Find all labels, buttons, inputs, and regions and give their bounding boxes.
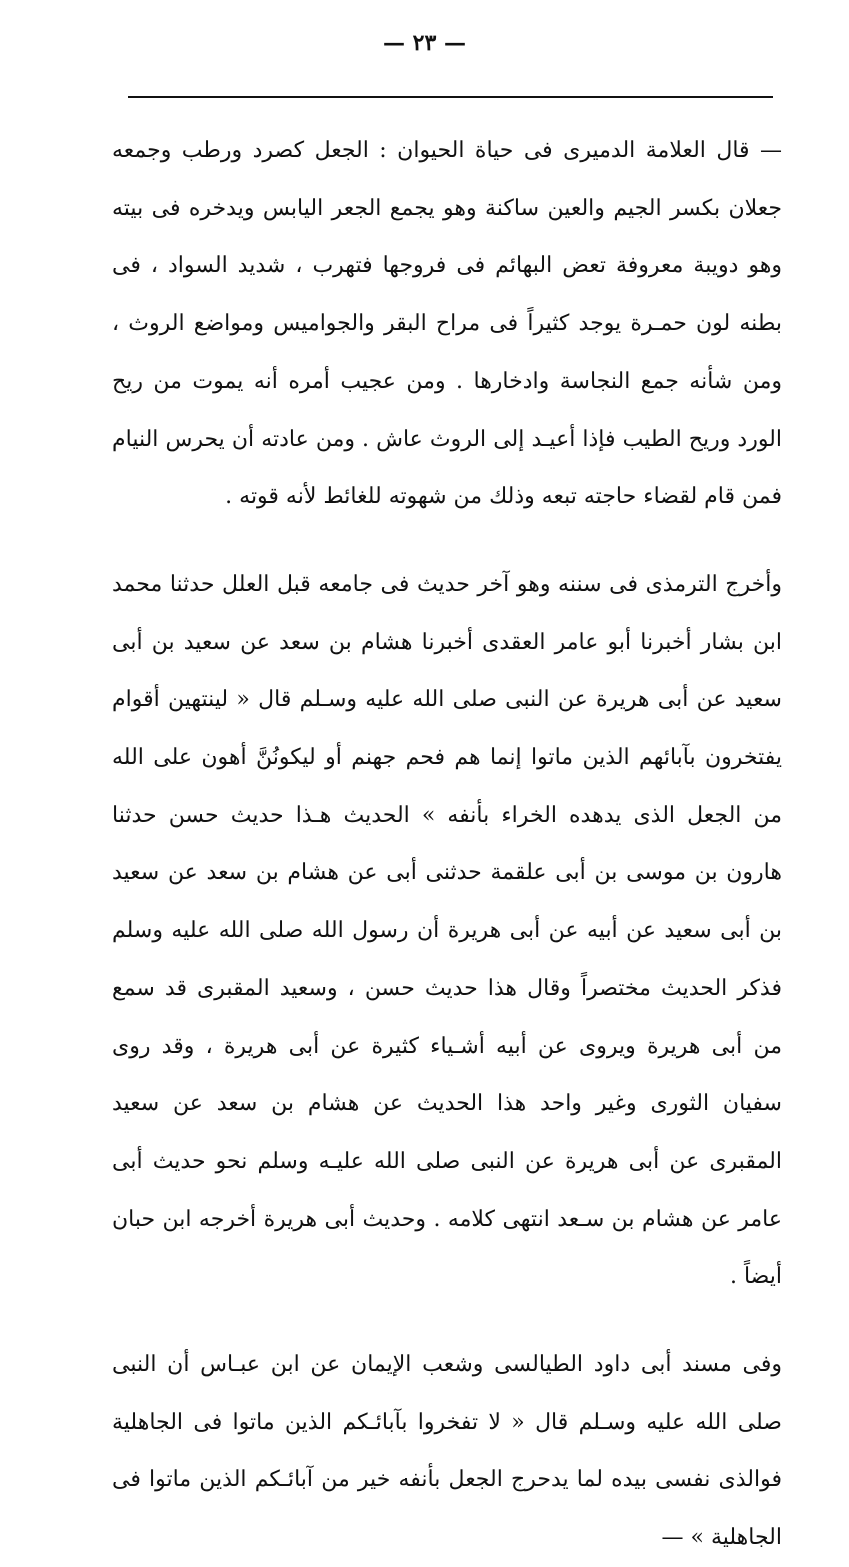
paragraph-dumairi: — قال العلامة الدميرى فى حياة الحيوان : الجعل كصرد ورطب وجمعه جعلان بكسر الجيم والعين ساكنة وهو يجمع الجعر اليابس ويدخره فى بيته وهو دويبة معروفة تعض البهائم فى فروجها فتهرب ، شديد السواد ، فى بطنه لون حمـرة يوجد كثيراً فى مراح البقر والجواميس ومواضع الروث ، ومن شأنه جمع النجاسة وادخارها . ومن عجيب أمره أنه يموت من ريح الورد وريح الطيب فإذا أعيـد إلى الروث عاش . ومن عادته أن يحرس النيام فمن قام لقضاء حاجته تبعه وذلك من شهوته للغائط لأنه قوته . xyxy=(112,138,782,510)
paragraph-tirmidhi: وأخرج الترمذى فى سننه وهو آخر حديث فى جامعه قبل العلل حدثنا محمد ابن بشار أخبرنا أبو عامر العقدى أخبرنا هشام بن سعد عن سعيد بن أبى سعيد عن أبى هريرة عن النبى صلى الله عليه وسـلم قال « لينتهين أقوام يفتخرون بآبائهم الذين ماتوا إنما هم فحم جهنم أو ليكونُنَّ أهون على الله من الجعل الذى يدهده الخراء بأنفه » الحديث هـذا حديث حسن حدثنا هارون بن موسى بن أبى علقمة حدثنى أبى عن هشام بن سعد عن سعيد بن أبى سعيد عن أبيه عن أبى هريرة أن رسول الله صلى الله عليه وسلم فذكر الحديث مختصراً وقال هذا حديث حسن ، وسعيد المقبرى قد سمع من أبى هريرة ويروى عن أبيه أشـياء كثيرة عن أبى هريرة ، وقد روى سفيان الثورى وغير واحد هذا الحديث عن هشام بن سعد عن سعيد المقبرى عن أبى هريرة عن النبى صلى الله عليـه وسلم نحو حديث أبى عامر عن هشام بن سـعد انتهى كلامه . وحديث أبى هريرة أخرجه ابن حبان أيضاً . xyxy=(112,571,782,1290)
page-number: — ٢٣ — xyxy=(383,30,466,56)
paragraph-tayalisi: وفى مسند أبى داود الطيالسى وشعب الإيمان عن ابن عبـاس أن النبى صلى الله عليه وسـلم قال « لا تفخروا بآبائـكم الذين ماتوا فى الجاهلية فوالذى نفسى بيده لما يدحرج الجعل بأنفه خير من آبائـكم الذين ماتوا فى الجاهلية » — xyxy=(112,1352,782,1551)
main-text xyxy=(112,122,782,1567)
header-rule xyxy=(128,96,773,98)
